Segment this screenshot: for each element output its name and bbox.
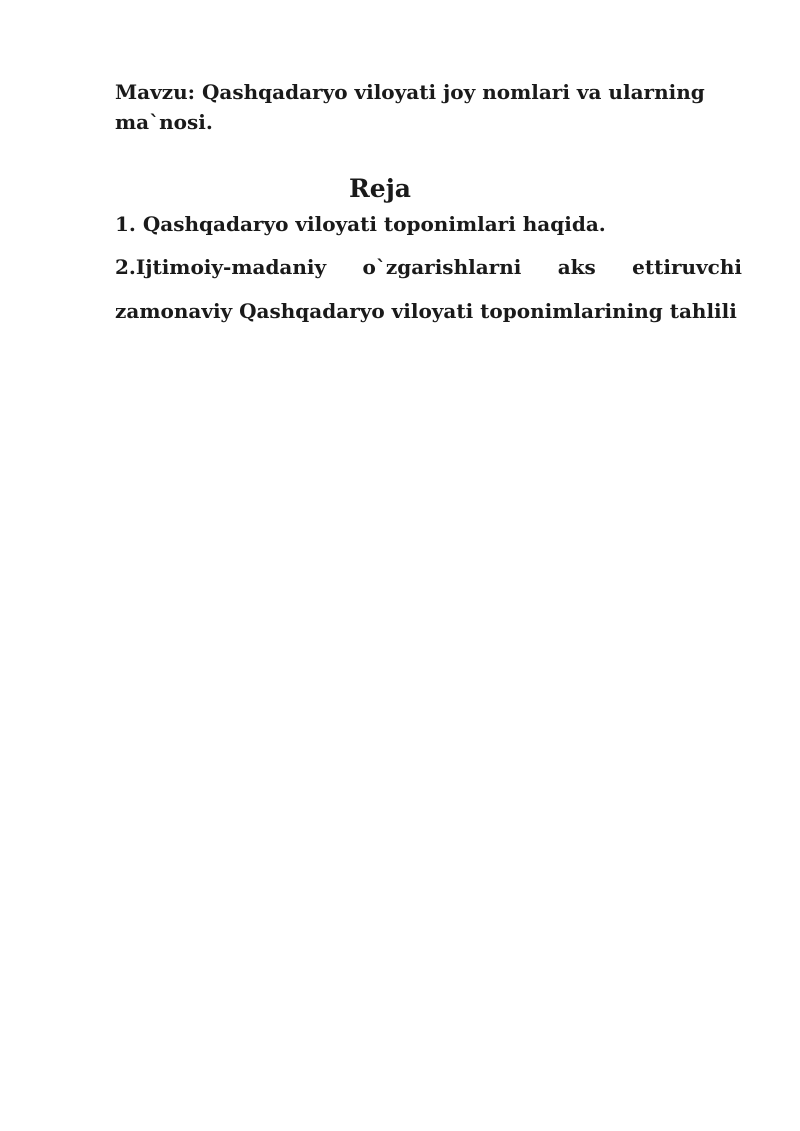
- document-topic: Mavzu: Qashqadaryo viloyati joy nomlari va ularning ma`nosi.: [115, 80, 705, 134]
- plan-item-1: 1. Qashqadaryo viloyati toponimlari haqida.: [115, 212, 606, 236]
- plan-item-2: 2.Ijtimoiy-madaniy o`zgarishlarni aks ettiruvchi zamonaviy Qashqadaryo viloyati toponimlarining tahlili: [115, 255, 742, 323]
- plan-list: [115, 209, 742, 333]
- plan-heading: Reja: [349, 174, 411, 203]
